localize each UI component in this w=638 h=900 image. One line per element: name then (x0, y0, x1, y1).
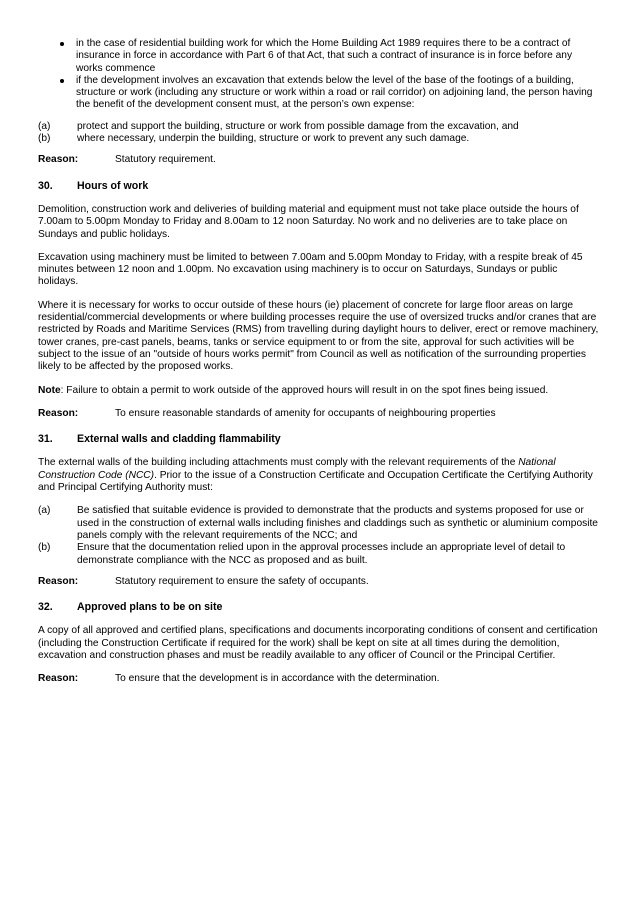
paragraph: Where it is necessary for works to occur outside of these hours (ie) placement of concrete for large floor areas on large residential/commercial developments or where building processes require the use of oversized trucks and/or cranes that are restricted by Roads and Maritime Services (RMS) from travelling during daylight hours to deliver, erect or remove machinery, tower cranes, pre-cast panels, beams, tanks or service equipment to or from the site, approval for such activities will be subject to the issue of an "outside of hours works permit" from Council as well as notification of the surrounding properties likely to be affected by the proposed works. (38, 299, 599, 373)
section-number: 31. (38, 433, 53, 446)
bullet-item: in the case of residential building work for which the Home Building Act 1989 requires there to be a contract of insurance in force in accordance with Part 6 of that Act, that such a contract of insurance is in force before any works commence (38, 38, 600, 75)
list-item-label: (b) (38, 133, 51, 145)
paragraph-text: The external walls of the building including attachments must comply with the relevant requirements of the (38, 457, 519, 469)
reason-label: Reason: (38, 673, 79, 685)
note-label: Note (38, 384, 61, 396)
section-number: 30. (38, 179, 53, 192)
note (38, 385, 600, 397)
list-item-label: (b) (38, 542, 51, 554)
note-text: : Failure to obtain a permit to work outside of the approved hours will result in on the spot fines being issued. (60, 384, 549, 396)
list-item-text: Be satisfied that suitable evidence is provided to demonstrate that the products and systems proposed for use or used in the construction of external walls including finishes and claddings such as synthetic or aluminium composite panels comply with the relevant requirements of the NCC; and (77, 505, 598, 541)
document-page (38, 38, 600, 686)
section-heading-32 (38, 601, 600, 613)
list-item (38, 542, 600, 567)
reason-text: Statutory requirement. (115, 154, 216, 166)
condition-bullet-list (38, 38, 600, 112)
section-title: External walls and cladding flammability (77, 433, 281, 446)
ncc-reference: National Construction Code (NCC) (38, 457, 556, 481)
reason-label: Reason: (38, 154, 79, 166)
reason-label: Reason: (38, 575, 79, 587)
paragraph: Excavation using machinery must be limited to between 7.00am and 5.00pm Monday to Friday, with a respite break of 45 minutes between 12 noon and 1.00pm. No excavation using machinery is to occur on Saturdays, Sundays or public holidays. (38, 251, 583, 288)
list-item-label: (a) (38, 120, 51, 132)
reason-text: To ensure reasonable standards of amenity for occupants of neighbouring properties (115, 407, 496, 419)
section-heading-30 (38, 180, 600, 192)
section-title: Hours of work (77, 179, 149, 192)
paragraph: A copy of all approved and certified plans, specifications and documents incorporating conditions of consent and certification (including the Construction Certificate if required for the work) shall be kept on site at all times during the demolition, excavation and construction phases and must be readily available to any officer of Council or the Principal Certifier. (38, 625, 598, 661)
reason-text: Statutory requirement to ensure the safety of occupants. (115, 575, 369, 587)
section-number: 32. (38, 601, 53, 614)
section-title: Approved plans to be on site (77, 601, 223, 614)
list-item-text: where necessary, underpin the building, structure or work to prevent any such damage. (77, 133, 470, 145)
list-item-label: (a) (38, 505, 51, 517)
paragraph (38, 457, 600, 494)
reason-32 (38, 673, 600, 685)
section-heading-31 (38, 433, 600, 445)
reason-29 (38, 154, 600, 166)
list-item (38, 121, 600, 133)
reason-text: To ensure that the development is in accordance with the determination. (115, 673, 440, 685)
reason-label: Reason: (38, 407, 79, 419)
paragraph-text: . Prior to the issue of a Construction Certificate and Occupation Certificate the Certifying Authority and Principal Certifying Authority must: (38, 469, 593, 494)
paragraph: Demolition, construction work and deliveries of building material and equipment must not take place outside the hours of 7.00am to 5.00pm Monday to Friday and 8.00am to 12 noon Saturday. No work and no deliveries are to take place on Sundays and public holidays. (38, 203, 579, 240)
reason-31 (38, 576, 600, 588)
certification-sub-list (38, 505, 600, 566)
excavation-sub-list (38, 121, 600, 146)
bullet-item: if the development involves an excavation that extends below the level of the base of the footings of a building, structure or work (including any structure or work within a road or rail corridor) on adjoining land, the person having the benefit of the development consent must, at the person’s own expense: (38, 75, 600, 112)
list-item-text: Ensure that the documentation relied upon in the approval processes include an appropriate level of detail to demonstrate compliance with the NCC as proposed and as built. (77, 542, 566, 566)
reason-30 (38, 408, 600, 420)
list-item (38, 133, 600, 145)
list-item (38, 505, 600, 542)
list-item-text: protect and support the building, structure or work from possible damage from the excavation, and (77, 120, 519, 132)
